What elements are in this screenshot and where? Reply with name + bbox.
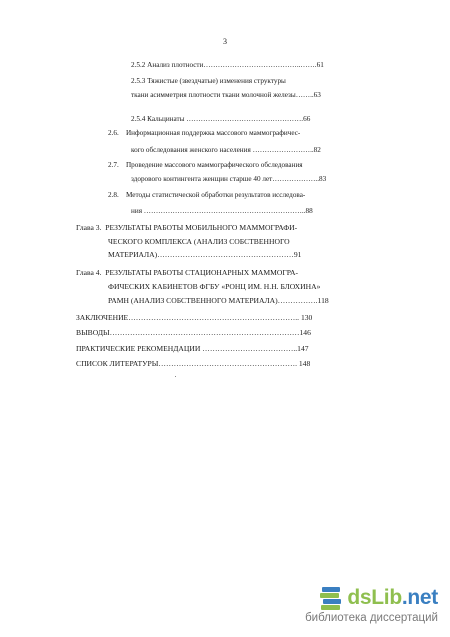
page-number: 3 bbox=[223, 37, 227, 46]
toc-line: ния …………………………………………………………..88 bbox=[131, 207, 313, 215]
toc-chapter-line: ФИЧЕСКИХ КАБИНЕТОВ ФГБУ «РОНЦ ИМ. Н.Н. БЛОХИНА» bbox=[108, 282, 321, 291]
toc-line: 2.8. Методы статистической обработки результатов исследова- bbox=[108, 191, 306, 199]
toc-line: ткани асимметрия плотности ткани молочной железы……..63 bbox=[131, 91, 321, 99]
watermark-subtitle: библиотека диссертаций bbox=[305, 612, 438, 624]
toc-chapter-line: РАМН (АНАЛИЗ СОБСТВЕННОГО МАТЕРИАЛА)…………….118 bbox=[108, 296, 329, 305]
watermark-brand-main: dsLib bbox=[347, 586, 402, 609]
toc-line: здорового контингента женщин старше 40 лет………………..83 bbox=[131, 175, 327, 183]
toc-line: 2.5.2 Анализ плотности…………………………………..…….61 bbox=[131, 61, 324, 69]
watermark-brand bbox=[347, 586, 438, 610]
toc-section-line: ВЫВОДЫ…………………………………………………………………146 bbox=[76, 328, 311, 337]
toc-line: 2.5.3 Тяжистые (звездчатые) изменения структуры bbox=[131, 77, 286, 85]
stacked-books-icon bbox=[318, 585, 344, 611]
watermark-brand-tld: .net bbox=[401, 586, 438, 609]
toc-section-line: СПИСОК ЛИТЕРАТУРЫ………………………………………………. 148 bbox=[76, 359, 311, 368]
toc-section-line: ЗАКЛЮЧЕНИЕ………………………………………………………….. 130 bbox=[76, 313, 313, 322]
watermark[interactable] bbox=[305, 585, 438, 629]
toc-line: 2.6. Информационная поддержка массового маммографичес- bbox=[108, 129, 301, 137]
toc-chapter-line: ЧЕСКОГО КОМПЛЕКСА (АНАЛИЗ СОБСТВЕННОГО bbox=[108, 237, 290, 246]
toc-chapter-line: МАТЕРИАЛА)………………………………………………91 bbox=[108, 250, 302, 259]
toc-line: 2.7. Проведение массового маммографического обследования bbox=[108, 161, 303, 169]
toc-line: кого обследования женского населения ……………………..82 bbox=[131, 146, 321, 154]
toc-line: 2.5.4 Кальцинаты ………………………………………….66 bbox=[131, 115, 311, 123]
scan-speck bbox=[175, 376, 176, 377]
toc-chapter-line: Глава 3. РЕЗУЛЬТАТЫ РАБОТЫ МОБИЛЬНОГО МАММОГРАФИ- bbox=[76, 223, 298, 232]
toc-chapter-line: Глава 4. РЕЗУЛЬТАТЫ РАБОТЫ СТАЦИОНАРНЫХ МАММОГРА- bbox=[76, 268, 298, 277]
toc-section-line: ПРАКТИЧЕСКИЕ РЕКОМЕНДАЦИИ ………………………………..147 bbox=[76, 344, 309, 353]
